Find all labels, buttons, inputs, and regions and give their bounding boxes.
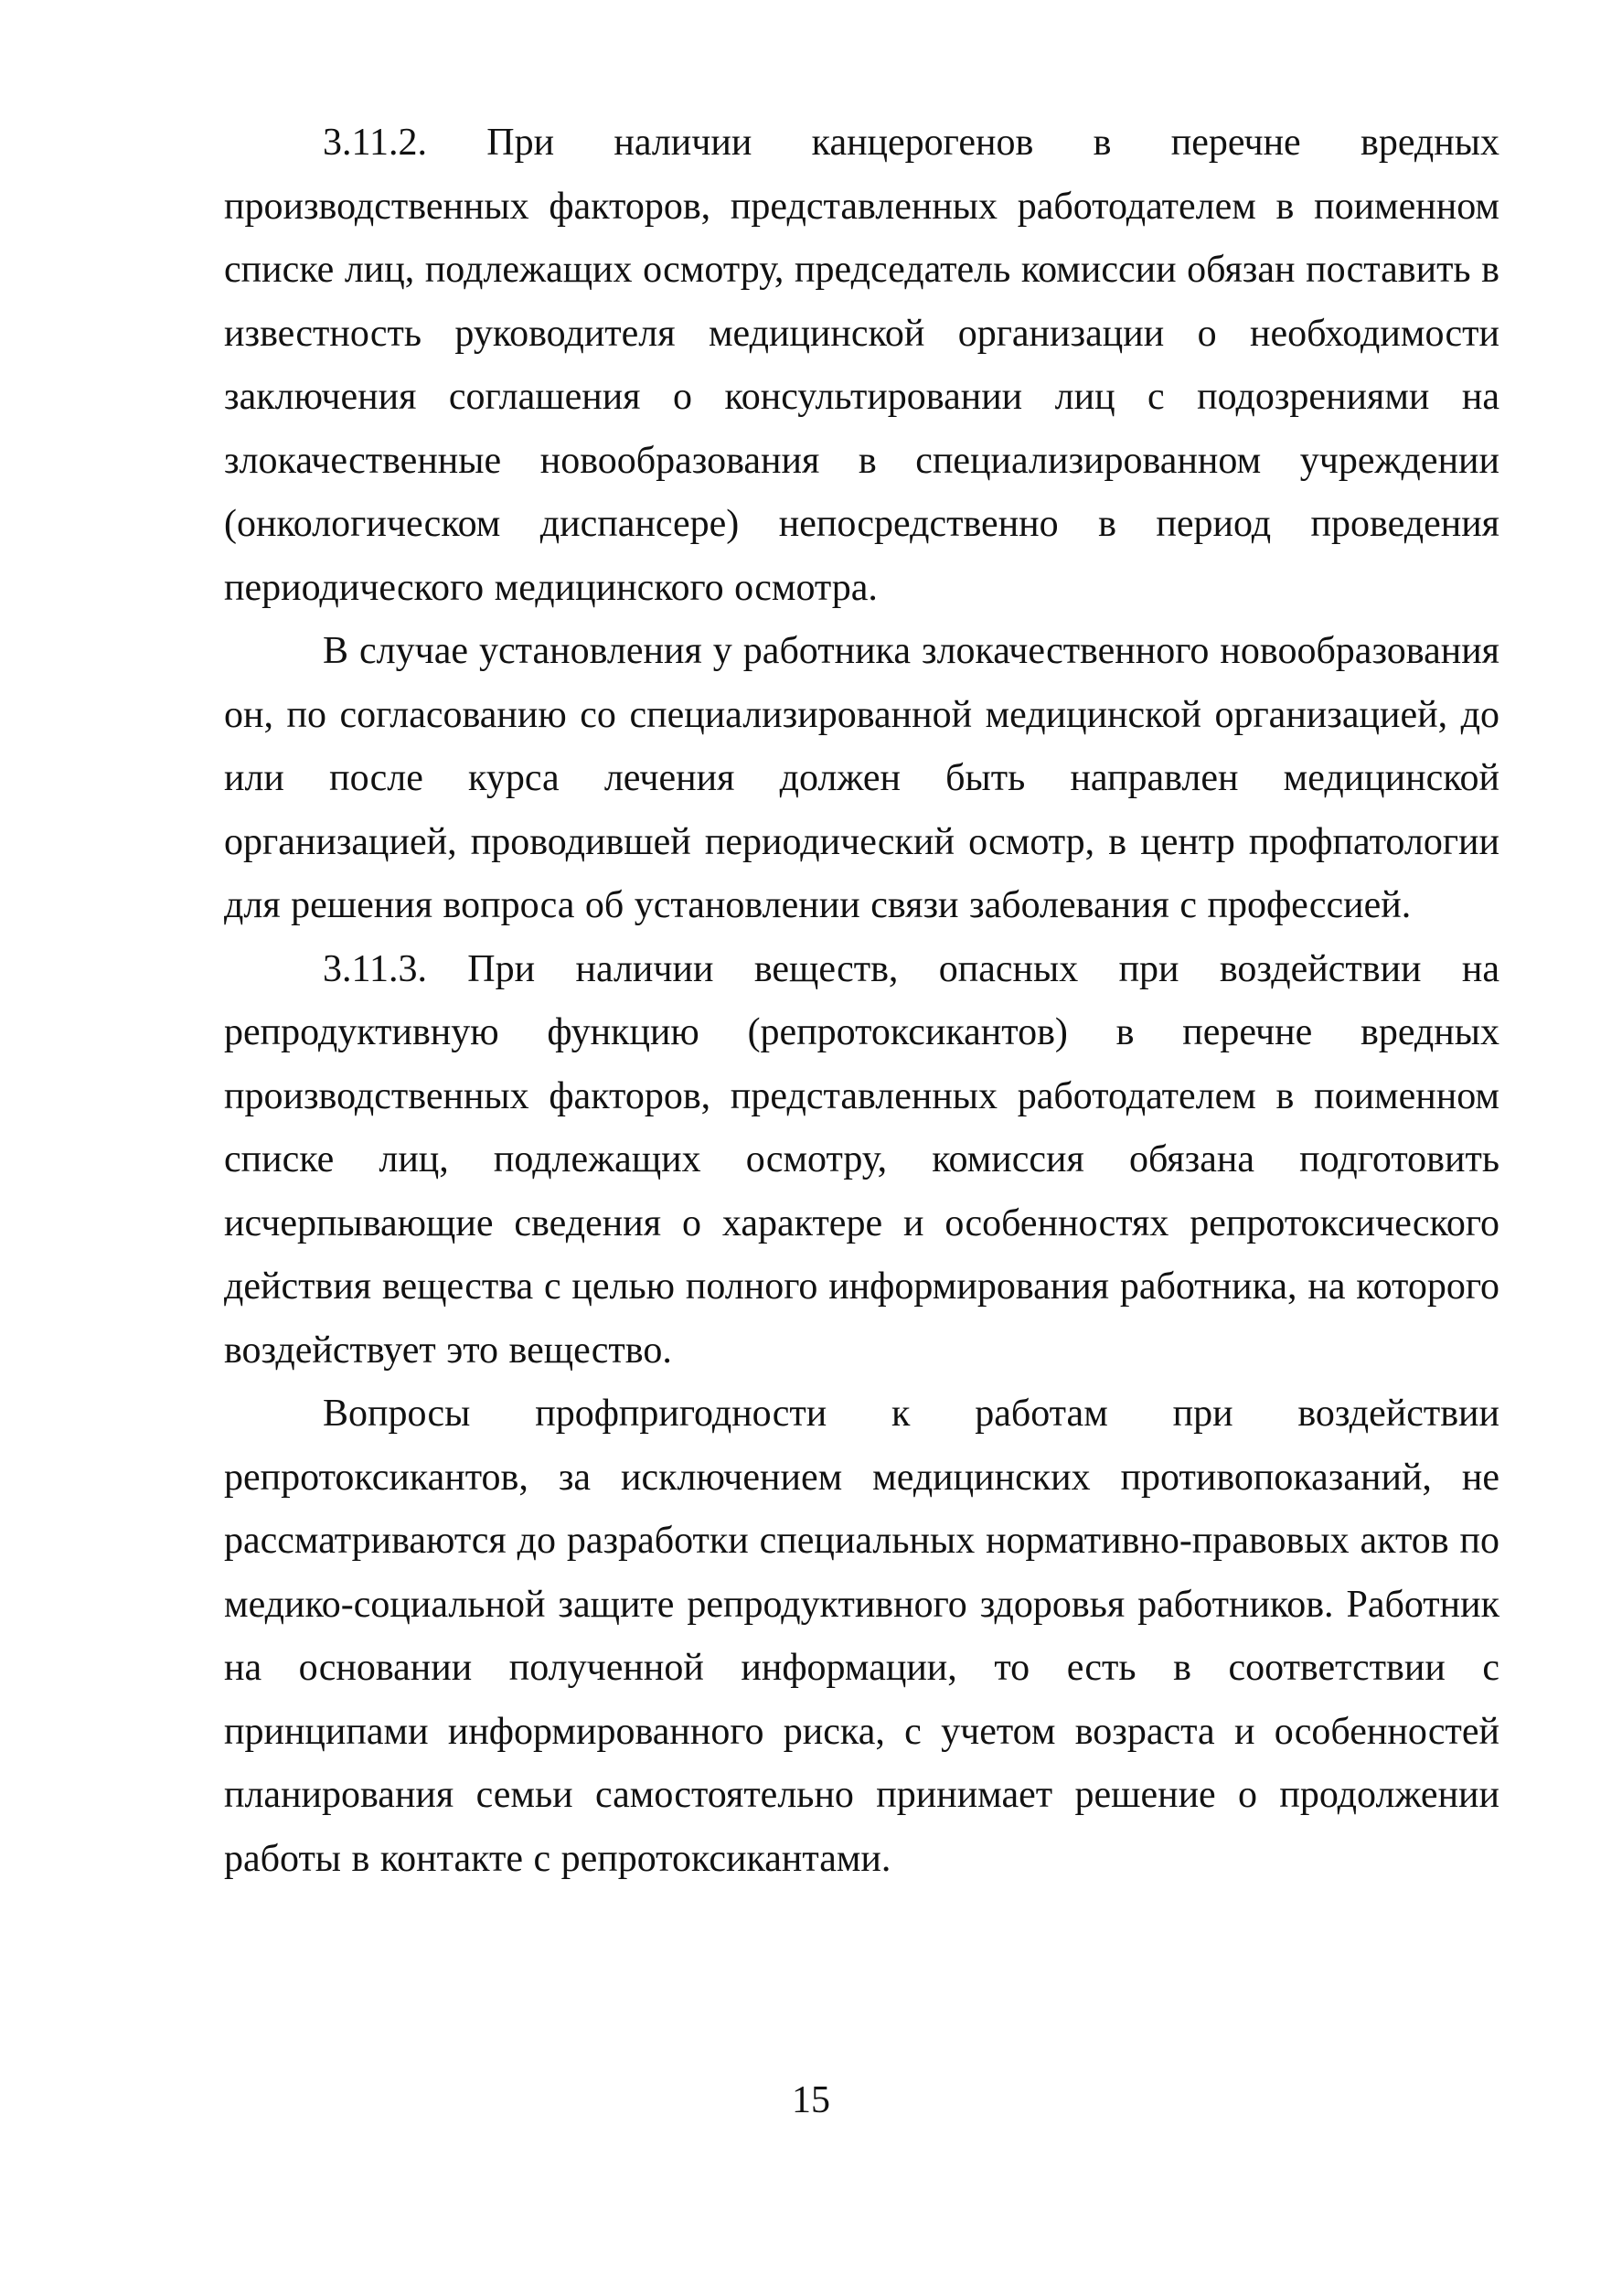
paragraph-3-11-2: 3.11.2. При наличии канцерогенов в перечне вредных производственных факторов, представленных работодателем в поименном списке лиц, подлежащих осмотру, председатель комиссии обязан поставить в известность руководителя медицинской организации о необходимости заключения соглашения о консультировании лиц с подозрениями на злокачественные новообразования в специализированном учреждении (онкологическом диспансере) непосредственно в период проведения периодического медицинского осмотра.	[224, 122, 1499, 609]
paragraph-malignant-neoplasm: В случае установления у работника злокачественного новообразования он, по согласованию со специализированной медицинской организацией, до или после курса лечения должен быть направлен медицинской организацией, проводившей периодический осмотр, в центр профпатологии для решения вопроса об установлении связи заболевания с профессией.	[224, 630, 1499, 926]
paragraph-3-11-3: 3.11.3. При наличии веществ, опасных при воздействии на репродуктивную функцию (репротоксикантов) в перечне вредных производственных факторов, представленных работодателем в поименном списке лиц, подлежащих осмотру, комиссия обязана подготовить исчерпывающие сведения о характере и особенностях репротоксического действия вещества с целью полного информирования работника, на которого воздействует это вещество.	[224, 947, 1499, 1372]
body-text	[224, 112, 1499, 1891]
paragraph-professional-fitness: Вопросы профпригодности к работам при воздействии репротоксикантов, за исключением медицинских противопоказаний, не рассматриваются до разработки специальных нормативно-правовых актов по медико-социальной защите репродуктивного здоровья работников. Работник на основании полученной информации, то есть в соответствии с принципами информированного риска, с учетом возраста и особенностей планирования семьи самостоятельно принимает решение о продолжении работы в контакте с репротоксикантами.	[224, 1393, 1499, 1880]
page-number: 15	[792, 2079, 830, 2121]
